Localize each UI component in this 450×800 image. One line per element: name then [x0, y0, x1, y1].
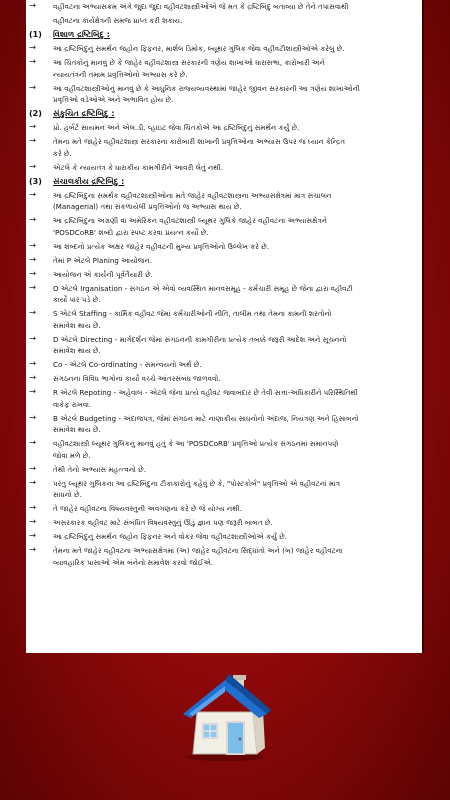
list-item: [29, 503, 418, 515]
text-line: સાધનો છે.: [53, 490, 82, 499]
list-item-text: [53, 43, 418, 55]
arrow-icon: →: [29, 282, 37, 293]
list-item: [29, 438, 418, 461]
text-line: વાકેફ રાખવા.: [53, 399, 92, 409]
list-item: [29, 241, 418, 253]
list-item-text: [53, 83, 418, 106]
list-item: [29, 269, 418, 281]
arrow-icon: →: [29, 463, 37, 474]
text-line: જોવા મળે છે.: [53, 450, 91, 460]
list-item: [29, 413, 418, 436]
text-line: R એટલે Repoting - અહેવાલ - એટલે જેના પ્રત્યે વહીવટ જવાબદાર છે તેવી સત્તા-અધિકારીને પરિસ્થિતિથી: [53, 388, 358, 397]
text-line: તેમના મતે જાહેર વહીવટના અભ્યાસક્ષેત્રમાં (અ) જાહેર વહીવટના સિદ્ધાંતો અને (બ) જાહેર વહીવટના: [53, 546, 343, 555]
text-line: આ વહીવટશાસ્ત્રીઓનું માનવું છે કે આધુનિક રાજ્યવ્યવસ્થામાં જાહેર જીવન સરકારની આ ત્રણેય શાખાઓની: [53, 83, 360, 93]
list-item: [29, 334, 418, 357]
list-item-text: [53, 545, 418, 568]
text-line: કાર્યો પાર પડે છે.: [53, 295, 101, 304]
list-item-text: [53, 334, 418, 357]
text-line: આ દ્રષ્ટિબિંદુનું સમર્થન જહોન ફિફનર અને વોકર જેવા વહીવટશાસ્ત્રીઓએ કર્યું છે.: [53, 532, 288, 541]
list-item-text: [53, 269, 418, 281]
text-line: તે જાહેર વહીવટના વિષયવસ્તુની અવગણના કરે છે જે યોગ્ય નથી.: [53, 504, 243, 513]
text-line: વ્યાવહારિક પાસાઓ એમ બંનેનો સમાવેશ કરવો જોઈએ.: [53, 557, 214, 567]
text-line: આયોજન એ કાર્યની પૂર્વતૈયારી છે.: [53, 269, 153, 279]
list-item-text: [53, 517, 418, 529]
arrow-icon: →: [29, 189, 37, 200]
arrow-icon: →: [29, 136, 37, 146]
arrow-icon: →: [29, 503, 37, 513]
text-line: વહીવટશાસ્ત્રી લ્યૂથર ગુલિકનું માનવું હતું કે આ 'POSDCoRB' પ્રવૃત્તિઓ પ્રત્યેક સંગઠનમાં સમાનપણે: [53, 439, 339, 448]
list-item-text: [53, 531, 418, 543]
text-line: તેથી તેનો અભ્યાસ મહત્ત્વનો છે.: [53, 464, 147, 474]
list-item-text: [53, 283, 418, 306]
arrow-icon: →: [29, 308, 37, 318]
home-icon[interactable]: [175, 662, 275, 762]
arrow-icon: →: [29, 438, 37, 448]
arrow-icon: →: [29, 215, 37, 225]
arrow-icon: →: [29, 359, 37, 369]
text-line: કરે છે.: [53, 148, 72, 158]
text-line: પ્રો. હર્બર્ટ સાયમન અને એલ.ડી. વ્હાઇટ જેવા ચિંતકોએ આ દ્રષ્ટિબિંદુનું સમર્થન કર્યું છે.: [53, 123, 300, 132]
text-line: 'POSDCoRB' શબ્દો દ્વારા સ્પષ્ટ કરવા પ્રયત્ન કર્યો છે.: [53, 227, 209, 237]
text-line: સંગઠનના વિવિધ ભાગોનાં કાર્યો વચ્ચે આંતરસંબંધ જાળવવો.: [53, 374, 221, 383]
text-line: તેમાં P એટલે Planing આયોજન.: [53, 255, 153, 265]
list-item-text: [53, 190, 418, 213]
text-line: Co - એટલે Co-ordinating - સમન્વયનો અર્થ છે.: [53, 360, 202, 369]
arrow-icon: →: [29, 57, 37, 67]
text-line: આ દ્રષ્ટિબિંદુના સમર્થક વહીવટશાસ્ત્રીઓના મતે જાહેર વહીવટશાસ્ત્રના અભ્યાસક્ષેત્રમાં માત્ર સંચાલન: [53, 190, 332, 200]
list-item: [29, 162, 418, 174]
section-heading: [29, 176, 418, 188]
text-line: (Managerial) તથા સંકળાયેલી પ્રવૃત્તિઓનો જ અભ્યાસ થાય છે.: [53, 202, 242, 211]
section-number: (1): [29, 30, 42, 39]
arrow-icon: →: [29, 82, 37, 93]
intro-line: વહીવટના કાર્યક્ષેત્રની સમજ પ્રાપ્ત કરી શકાય.: [53, 16, 183, 25]
text-line: આ દ્રષ્ટિબિંદુના અગ્રણી વા અમેરિકન વહીવટશાસ્ત્રી લ્યૂથર ગુલિકે જાહેર વહીવટના અભ્યાસક્ષેત્રને: [53, 216, 328, 225]
section-title: વિશાળ દ્રષ્ટિબિંદુ :: [53, 30, 111, 39]
text-line: પ્રવૃત્તિઓ વડેઓએ અને અભાવિત હોય છે.: [53, 95, 174, 104]
list-item: [29, 517, 418, 529]
list-item: [29, 464, 418, 476]
list-item-text: [53, 387, 418, 410]
arrow-icon: →: [29, 545, 37, 555]
arrow-icon: →: [29, 531, 37, 541]
list-item-text: [53, 241, 418, 253]
text-line: અસરકારક વહીવટ માટે સંબંધિત વિષયવસ્તુનું ઊંડું જ્ઞાન પણ જરૂરી બાબત છે.: [53, 518, 273, 527]
list-item-text: [53, 136, 418, 159]
list-item-text: [53, 359, 418, 371]
list-item-text: [53, 255, 418, 267]
arrow-icon: →: [29, 43, 37, 53]
text-line: ન્યાયતંત્રની તમામ પ્રવૃત્તિઓનો અભ્યાસ કરે છે.: [53, 69, 188, 79]
text-line: પરંતુ લ્યૂથર ગુલિકના આ દ્રષ્ટિબિંદુના ટીકાકારોનું કહેવું છે કે, "પોસ્ટકોર્બ" પ્રવૃત્તિઓ એ વહીવટનાં માત્ર: [53, 478, 341, 488]
list-item: [29, 57, 418, 80]
list-item-text: [53, 478, 418, 501]
arrow-icon: →: [29, 1, 37, 11]
list-item-text: [53, 215, 418, 238]
list-item: [29, 43, 418, 55]
text-line: આ દ્રષ્ટિબિંદુનું સમર્થન જહોન ફિફનર, માર્શલ ડિમોક, લ્યૂથર ગુલિક જેવા વહીવટીશાસ્ત્રીઓએ કરેલું છે.: [53, 44, 345, 53]
list-item: [29, 545, 418, 568]
text-line: સમાવેશ થાય છે.: [53, 346, 101, 355]
arrow-icon: →: [29, 333, 37, 344]
list-item-text: [53, 438, 418, 461]
arrow-icon: →: [29, 240, 37, 251]
section-number: (2): [29, 109, 42, 118]
section-title: સંકુચિત દ્રષ્ટિબિંદુ :: [53, 109, 115, 118]
list-item-text: [53, 503, 418, 515]
text-line: તેમના મતે જાહેર વહીવટશાસ્ત્ર સરકારના કારોબારી શાખાની પ્રવૃત્તિઓના અભ્યાસ ઉપર જ ધ્યાન કેન્દ્રિત: [53, 137, 346, 146]
list-item-text: [53, 122, 418, 134]
document-page: [26, 0, 424, 653]
list-item: [29, 373, 418, 385]
text-line: O એટલે Irganisation - સંગઠન એ એવો વ્યવસ્થિત માનવસમૂહ - કર્મચારી સમૂહ છે જેના દ્વારા વહીવટી: [53, 283, 353, 293]
list-item-text: [53, 373, 418, 385]
list-item: [29, 531, 418, 543]
arrow-icon: →: [29, 517, 37, 527]
list-item-text: [53, 464, 418, 476]
section-heading: [29, 108, 418, 120]
list-item: [29, 136, 418, 159]
arrow-icon: →: [29, 373, 37, 383]
arrow-icon: →: [29, 477, 37, 488]
list-item: [29, 122, 418, 134]
text-line: આ ચિંતકોનું માનવું છે કે જાહેર વહીવટશાસ્ત્ર સરકારની ત્રણેય શાખાઓ ધારાસભા, કારોબારી અને: [53, 58, 325, 67]
text-line: S એટલે Staffing - કાર્મિક વહીવટ જેમાં કર્મચારીઓની નીતિ, તાલીમ તથા તેમના કામની શરતોનો: [53, 309, 332, 318]
list-item: [29, 255, 418, 267]
list-item-text: [53, 57, 418, 80]
arrow-icon: →: [29, 412, 37, 423]
intro-line: વહીવટના અભ્યાસક્રમ અંગે જુદા જુદા વહીવટશાસ્ત્રીઓએ જે મત કે દ્રષ્ટિબિંદુ બતાવ્યા છે તેને તપાસવાથી: [53, 2, 349, 11]
text-line: D એટલે Directing - માર્ગદર્શન જેમાં સંગઠનની કામગીરીના પ્રત્યેક તબક્કે જરૂરી આદેશ અને સૂચનનો: [53, 334, 347, 344]
sections: [29, 29, 418, 568]
arrow-icon: →: [29, 122, 37, 132]
list-item-text: [53, 308, 418, 331]
list-item: [29, 215, 418, 238]
arrow-icon: →: [29, 268, 37, 279]
section-title: સંચાલકીય દ્રષ્ટિબિંદુ :: [53, 176, 125, 186]
arrow-icon: →: [29, 161, 37, 172]
arrow-icon: →: [29, 254, 37, 265]
list-item: [29, 190, 418, 213]
section-heading: [29, 29, 418, 41]
text-line: સમાવેશ થાય છે.: [53, 320, 101, 330]
section-number: (3): [29, 176, 42, 186]
list-item-text: [53, 162, 418, 174]
list-item: [29, 283, 418, 306]
text-line: સમાવેશ થાય છે.: [53, 425, 101, 434]
list-item: [29, 359, 418, 371]
text-line: B એટલે Budgeting - અંદાજપત્ર, જેમાં સંગઠન માટે નાણાકીય સાધનોનો અંદાજ, નિયંત્રણ અને હિસાબનો: [53, 413, 359, 423]
list-item: [29, 83, 418, 106]
list-item: [29, 478, 418, 501]
list-item: [29, 387, 418, 410]
text-line: આ શબ્દનો પ્રત્યેક અક્ષર જાહેર વહીવટની મુખ્ય પ્રવૃત્તિઓનો ઉલ્લેખ કરે છે.: [53, 241, 270, 251]
list-item: [29, 308, 418, 331]
arrow-icon: →: [29, 387, 37, 397]
list-item-text: [53, 413, 418, 436]
text-line: એટલે કે ન્યાયતંત્ર કે ધારાકીય કામગીરીને આવરી લેતું નથી.: [53, 162, 224, 172]
intro-paragraph: [29, 1, 418, 27]
